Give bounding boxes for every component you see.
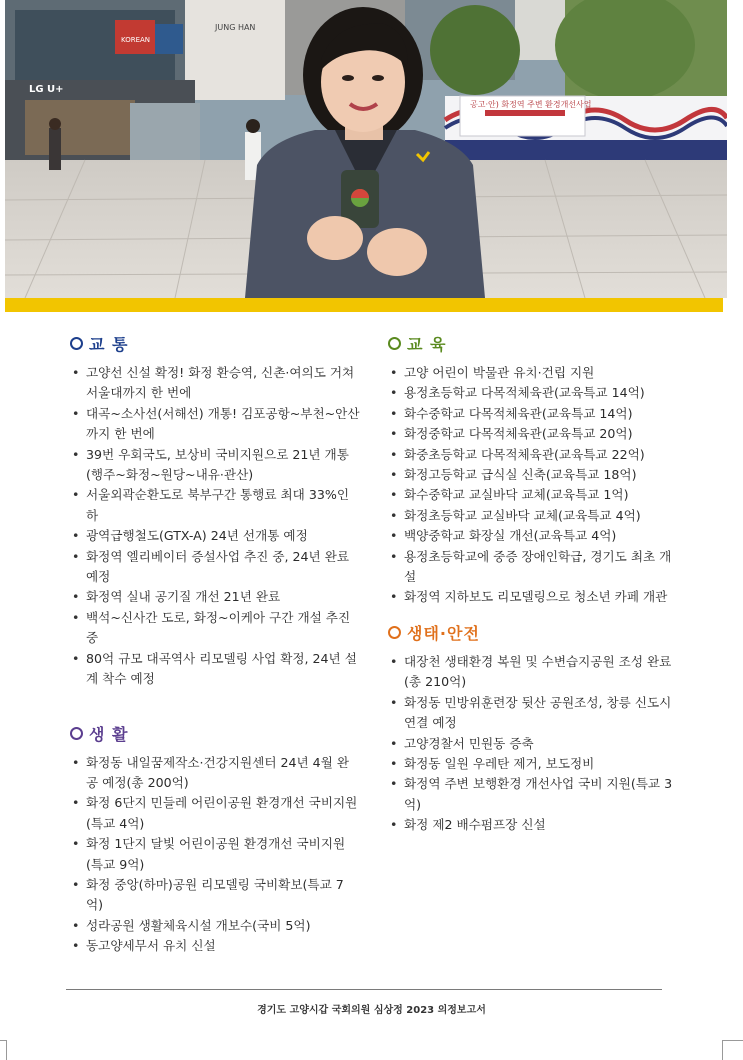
footer-divider bbox=[66, 989, 662, 990]
list-item: • 화정 6단지 민들레 어린이공원 환경개선 국비지원(특교 4억) bbox=[70, 793, 360, 834]
circle-bullet-icon bbox=[388, 337, 401, 350]
page-corner-left bbox=[0, 1040, 7, 1060]
accent-bar bbox=[5, 298, 723, 312]
list-item: • 화수중학교 다목적체육관(교육특교 14억) bbox=[388, 404, 678, 424]
ecology-list bbox=[388, 652, 678, 836]
list-item: • 화정 1단지 달빛 어린이공원 환경개선 국비지원(특교 9억) bbox=[70, 834, 360, 875]
list-item: • 화정초등학교 교실바닥 교체(교육특교 4억) bbox=[388, 506, 678, 526]
list-item: • 화정고등학교 급식실 신축(교육특교 18억) bbox=[388, 465, 678, 485]
list-item: • 화정 제2 배수펌프장 신설 bbox=[388, 815, 678, 835]
shop-sign-text-2: KOREAN bbox=[121, 36, 151, 44]
store-sign-text: LG U+ bbox=[29, 84, 64, 95]
education-list bbox=[388, 363, 678, 608]
list-item: • 화정역 엘리베이터 증설사업 추진 중, 24년 완료 예정 bbox=[70, 547, 360, 588]
section-ecology-heading bbox=[388, 621, 678, 644]
section-education-heading bbox=[388, 332, 678, 355]
list-item: • 화정역 주변 보행환경 개선사업 국비 지원(특교 3억) bbox=[388, 774, 678, 815]
circle-bullet-icon bbox=[70, 337, 83, 350]
hero-photo bbox=[5, 0, 727, 298]
section-life-heading bbox=[70, 722, 360, 745]
list-item: • 고양 어린이 박물관 유치·건립 지원 bbox=[388, 363, 678, 383]
banner-title-text: 공고·안) 화정역 주변 환경개선사업 bbox=[470, 100, 592, 109]
list-item: • 백석~신사간 도로, 화정~이케아 구간 개설 추진 중 bbox=[70, 608, 360, 649]
list-item: • 동고양세무서 유치 신설 bbox=[70, 936, 360, 956]
list-item: • 고양선 신설 확정! 화정 환승역, 신촌·여의도 거쳐 서울대까지 한 번에 bbox=[70, 363, 360, 404]
transport-list bbox=[70, 363, 360, 690]
right-column bbox=[388, 332, 678, 836]
list-item: • 성라공원 생활체육시설 개보수(국비 5억) bbox=[70, 916, 360, 936]
list-item: • 백양중학교 화장실 개선(교육특교 4억) bbox=[388, 526, 678, 546]
list-item: • 80억 규모 대곡역사 리모델링 사업 확정, 24년 설계 착수 예정 bbox=[70, 649, 360, 690]
list-item: • 화정역 실내 공기질 개선 21년 완료 bbox=[70, 587, 360, 607]
list-item: • 용정초등학교에 중증 장애인학급, 경기도 최초 개설 bbox=[388, 547, 678, 588]
shop-sign-text: JUNG HAN bbox=[215, 23, 256, 32]
list-item: • 화중초등학교 다목적체육관(교육특교 22억) bbox=[388, 445, 678, 465]
section-title: 생태·안전 bbox=[407, 623, 480, 643]
page-corner-right bbox=[722, 1040, 743, 1060]
section-title: 교 통 bbox=[89, 335, 129, 354]
circle-bullet-icon bbox=[70, 727, 83, 740]
section-title: 생 활 bbox=[89, 724, 129, 744]
list-item: • 화정역 지하보도 리모델링으로 청소년 카페 개관 bbox=[388, 587, 678, 607]
list-item: • 화수중학교 교실바닥 교체(교육특교 1억) bbox=[388, 485, 678, 505]
section-transport-heading bbox=[70, 332, 360, 355]
list-item: • 용정초등학교 다목적체육관(교육특교 14억) bbox=[388, 383, 678, 403]
life-list bbox=[70, 753, 360, 957]
section-title: 교 육 bbox=[407, 335, 447, 354]
footer-caption: 경기도 고양시갑 국회의원 심상정 2023 의정보고서 bbox=[257, 1005, 486, 1016]
street-scene-illustration bbox=[5, 0, 727, 298]
list-item: • 화정중학교 다목적체육관(교육특교 20억) bbox=[388, 424, 678, 444]
list-item: • 화정동 민방위훈련장 뒷산 공원조성, 창릉 신도시 연결 예정 bbox=[388, 693, 678, 734]
left-column bbox=[70, 332, 360, 957]
list-item: • 대장천 생태환경 복원 및 수변습지공원 조성 완료(총 210억) bbox=[388, 652, 678, 693]
list-item: • 서울외곽순환도로 북부구간 통행료 최대 33%인하 bbox=[70, 485, 360, 526]
list-item: • 화정동 일원 우레탄 제거, 보도정비 bbox=[388, 754, 678, 774]
list-item: • 39번 우회국도, 보상비 국비지원으로 21년 개통(행주~화정~원당~내유·관산) bbox=[70, 445, 360, 486]
list-item: • 화정 중앙(하마)공원 리모델링 국비확보(특교 7억) bbox=[70, 875, 360, 916]
list-item: • 광역급행철도(GTX-A) 24년 선개통 예정 bbox=[70, 526, 360, 546]
circle-bullet-icon bbox=[388, 626, 401, 639]
list-item: • 고양경찰서 민원동 증축 bbox=[388, 734, 678, 754]
list-item: • 화정동 내일꿈제작소·건강지원센터 24년 4월 완공 예정(총 200억) bbox=[70, 753, 360, 794]
list-item: • 대곡~소사선(서해선) 개통! 김포공항~부천~안산까지 한 번에 bbox=[70, 404, 360, 445]
